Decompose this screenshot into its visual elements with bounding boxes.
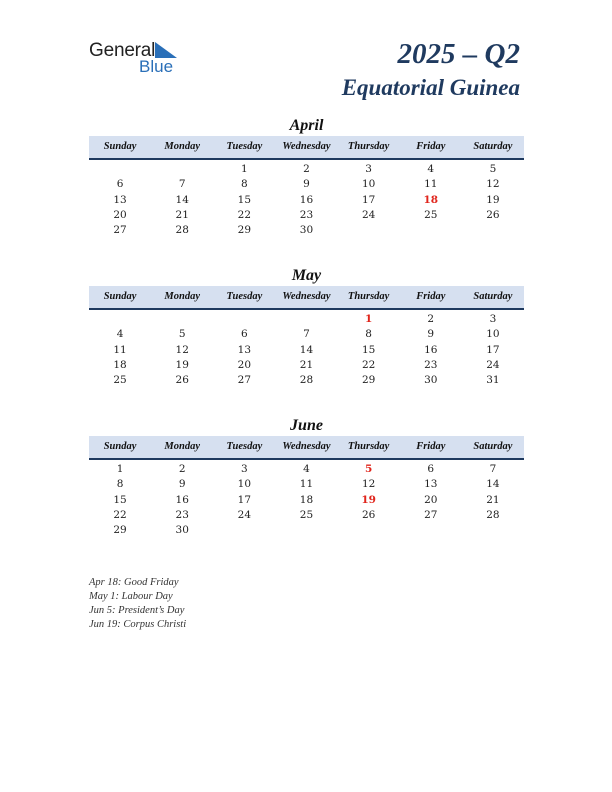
page-subtitle: Equatorial Guinea <box>341 75 520 100</box>
day-cell: 22 <box>361 358 376 371</box>
week-row <box>89 462 524 477</box>
empty-day-cell <box>338 223 400 238</box>
week-row <box>89 223 524 238</box>
day-cell: 2 <box>303 163 310 175</box>
week-row <box>89 327 524 342</box>
day-cell: 8 <box>241 178 248 191</box>
day-cell: 29 <box>113 524 127 537</box>
day-cell: 22 <box>237 208 252 221</box>
weekday-label: Wednesday <box>282 141 331 152</box>
day-cell: 8 <box>365 328 372 341</box>
day-cell: 29 <box>361 374 376 387</box>
empty-day-cell <box>213 312 275 327</box>
day-cell: 25 <box>424 208 438 221</box>
weekday-label: Sunday <box>103 141 137 152</box>
day-cell: 10 <box>361 178 376 191</box>
day-cell: 27 <box>424 508 438 521</box>
day-cell: 7 <box>178 178 186 191</box>
day-cell: 11 <box>299 478 314 491</box>
day-cell: 11 <box>424 178 438 191</box>
day-cell: 14 <box>299 343 314 356</box>
month-calendar-april <box>89 116 524 238</box>
day-cell: 26 <box>486 208 500 221</box>
empty-day-cell <box>275 523 337 538</box>
day-cell: 30 <box>175 524 189 537</box>
holiday-list <box>89 576 186 632</box>
week-row <box>89 373 524 388</box>
weekday-label: Sunday <box>103 441 137 452</box>
day-cell: 26 <box>175 374 189 387</box>
empty-day-cell <box>89 162 151 177</box>
month-name: May <box>291 267 322 284</box>
weekday-label: Sunday <box>103 291 137 302</box>
day-cell: 1 <box>241 163 248 175</box>
day-cell: 23 <box>424 358 438 371</box>
day-cell: 20 <box>113 208 127 221</box>
week-row <box>89 508 524 523</box>
weekday-label: Saturday <box>473 141 513 152</box>
day-cell: 21 <box>175 208 189 221</box>
page-title: 2025 – Q2 <box>397 38 520 70</box>
weekday-label: Tuesday <box>226 141 263 152</box>
day-cell: 18 <box>423 193 439 206</box>
weekday-label: Saturday <box>473 441 513 452</box>
weekday-label: Saturday <box>473 291 513 302</box>
day-cell: 19 <box>175 358 189 371</box>
week-row <box>89 312 524 327</box>
day-cell: 17 <box>486 343 500 356</box>
weekday-header <box>89 136 524 160</box>
week-row <box>89 523 524 538</box>
day-cell: 29 <box>237 224 252 237</box>
logo <box>89 40 189 76</box>
day-cell: 25 <box>113 374 127 387</box>
month-calendar-june <box>89 416 524 538</box>
day-cell: 15 <box>361 343 376 356</box>
day-cell: 3 <box>489 313 497 325</box>
week-row <box>89 177 524 192</box>
day-cell: 17 <box>237 493 252 506</box>
week-row <box>89 477 524 492</box>
day-cell: 19 <box>361 493 376 506</box>
empty-day-cell <box>400 223 462 238</box>
day-cell: 19 <box>486 193 500 206</box>
day-cell: 2 <box>427 313 435 325</box>
day-cell: 31 <box>486 374 500 387</box>
day-cell: 27 <box>113 224 127 237</box>
week-row <box>89 193 524 208</box>
day-cell: 8 <box>116 478 124 491</box>
day-cell: 13 <box>424 478 438 491</box>
day-cell: 24 <box>486 358 500 371</box>
day-cell: 11 <box>113 343 127 356</box>
weekday-label: Thursday <box>347 141 390 152</box>
logo-text-general: General <box>89 40 156 61</box>
day-cell: 1 <box>364 313 373 325</box>
empty-day-cell <box>462 223 524 238</box>
weekday-label: Wednesday <box>282 291 331 302</box>
day-cell: 20 <box>237 358 252 371</box>
empty-day-cell <box>213 523 275 538</box>
day-cell: 23 <box>175 508 189 521</box>
weekday-header <box>89 436 524 460</box>
week-row <box>89 343 524 358</box>
week-row <box>89 358 524 373</box>
weekday-label: Monday <box>164 141 200 152</box>
day-cell: 3 <box>365 163 372 175</box>
day-cell: 5 <box>364 463 373 475</box>
weekday-header <box>89 286 524 310</box>
holiday-entry: May 1: Labour Day <box>89 591 173 602</box>
day-cell: 9 <box>303 178 310 191</box>
day-cell: 28 <box>486 508 500 521</box>
day-cell: 24 <box>237 508 252 521</box>
day-cell: 5 <box>178 328 186 341</box>
day-cell: 6 <box>116 178 124 191</box>
day-cell: 27 <box>237 374 252 387</box>
day-cell: 2 <box>178 463 186 475</box>
day-cell: 15 <box>237 193 252 206</box>
day-cell: 6 <box>241 328 248 341</box>
day-cell: 7 <box>489 463 497 475</box>
day-cell: 3 <box>241 463 248 475</box>
holiday-entry: Jun 5: President’s Day <box>89 605 185 616</box>
day-cell: 12 <box>361 478 376 491</box>
month-calendar-may <box>89 266 524 388</box>
day-cell: 18 <box>299 493 314 506</box>
empty-day-cell <box>462 523 524 538</box>
day-cell: 1 <box>116 463 124 475</box>
day-cell: 25 <box>299 508 314 521</box>
day-cell: 10 <box>486 328 500 341</box>
weekday-label: Friday <box>416 141 446 152</box>
day-cell: 16 <box>175 493 189 506</box>
month-name: June <box>290 417 323 434</box>
day-cell: 9 <box>427 328 435 341</box>
day-cell: 6 <box>427 463 435 475</box>
day-cell: 14 <box>175 193 189 206</box>
empty-day-cell <box>400 523 462 538</box>
day-cell: 21 <box>299 358 314 371</box>
day-cell: 4 <box>303 463 310 475</box>
week-row <box>89 162 524 177</box>
weekday-label: Monday <box>164 441 200 452</box>
weekday-label: Friday <box>416 291 446 302</box>
day-cell: 22 <box>113 508 127 521</box>
day-cell: 10 <box>237 478 252 491</box>
day-cell: 16 <box>424 343 438 356</box>
day-cell: 4 <box>427 163 435 175</box>
month-name: April <box>289 117 324 134</box>
day-cell: 7 <box>303 328 310 341</box>
day-cell: 13 <box>113 193 127 206</box>
day-cell: 21 <box>486 493 500 506</box>
day-cell: 4 <box>116 328 124 341</box>
day-cell: 24 <box>361 208 376 221</box>
logo-triangle-icon <box>155 42 177 58</box>
day-cell: 26 <box>361 508 376 521</box>
day-cell: 20 <box>424 493 438 506</box>
logo-text-blue: Blue <box>139 57 174 76</box>
day-cell: 15 <box>113 493 127 506</box>
day-cell: 23 <box>299 208 314 221</box>
empty-day-cell <box>275 312 337 327</box>
weekday-label: Friday <box>416 441 446 452</box>
holiday-entry: Apr 18: Good Friday <box>89 577 179 588</box>
weekday-label: Thursday <box>347 441 390 452</box>
day-cell: 16 <box>299 193 314 206</box>
empty-day-cell <box>89 312 151 327</box>
day-cell: 28 <box>299 374 314 387</box>
week-row <box>89 493 524 508</box>
empty-day-cell <box>338 523 400 538</box>
weekday-label: Monday <box>164 291 200 302</box>
weekday-label: Thursday <box>347 291 390 302</box>
day-cell: 9 <box>178 478 186 491</box>
holiday-entry: Jun 19: Corpus Christi <box>89 619 187 630</box>
day-cell: 12 <box>175 343 189 356</box>
empty-day-cell <box>151 312 213 327</box>
day-cell: 14 <box>486 478 500 491</box>
day-cell: 30 <box>299 224 314 237</box>
day-cell: 30 <box>424 374 438 387</box>
week-row <box>89 208 524 223</box>
weekday-label: Tuesday <box>226 291 263 302</box>
day-cell: 28 <box>175 224 189 237</box>
weekday-label: Tuesday <box>226 441 263 452</box>
day-cell: 5 <box>489 163 497 175</box>
weekday-label: Wednesday <box>282 441 331 452</box>
day-cell: 17 <box>361 193 376 206</box>
day-cell: 13 <box>237 343 252 356</box>
day-cell: 12 <box>486 178 500 191</box>
empty-day-cell <box>151 162 213 177</box>
day-cell: 18 <box>113 358 127 371</box>
